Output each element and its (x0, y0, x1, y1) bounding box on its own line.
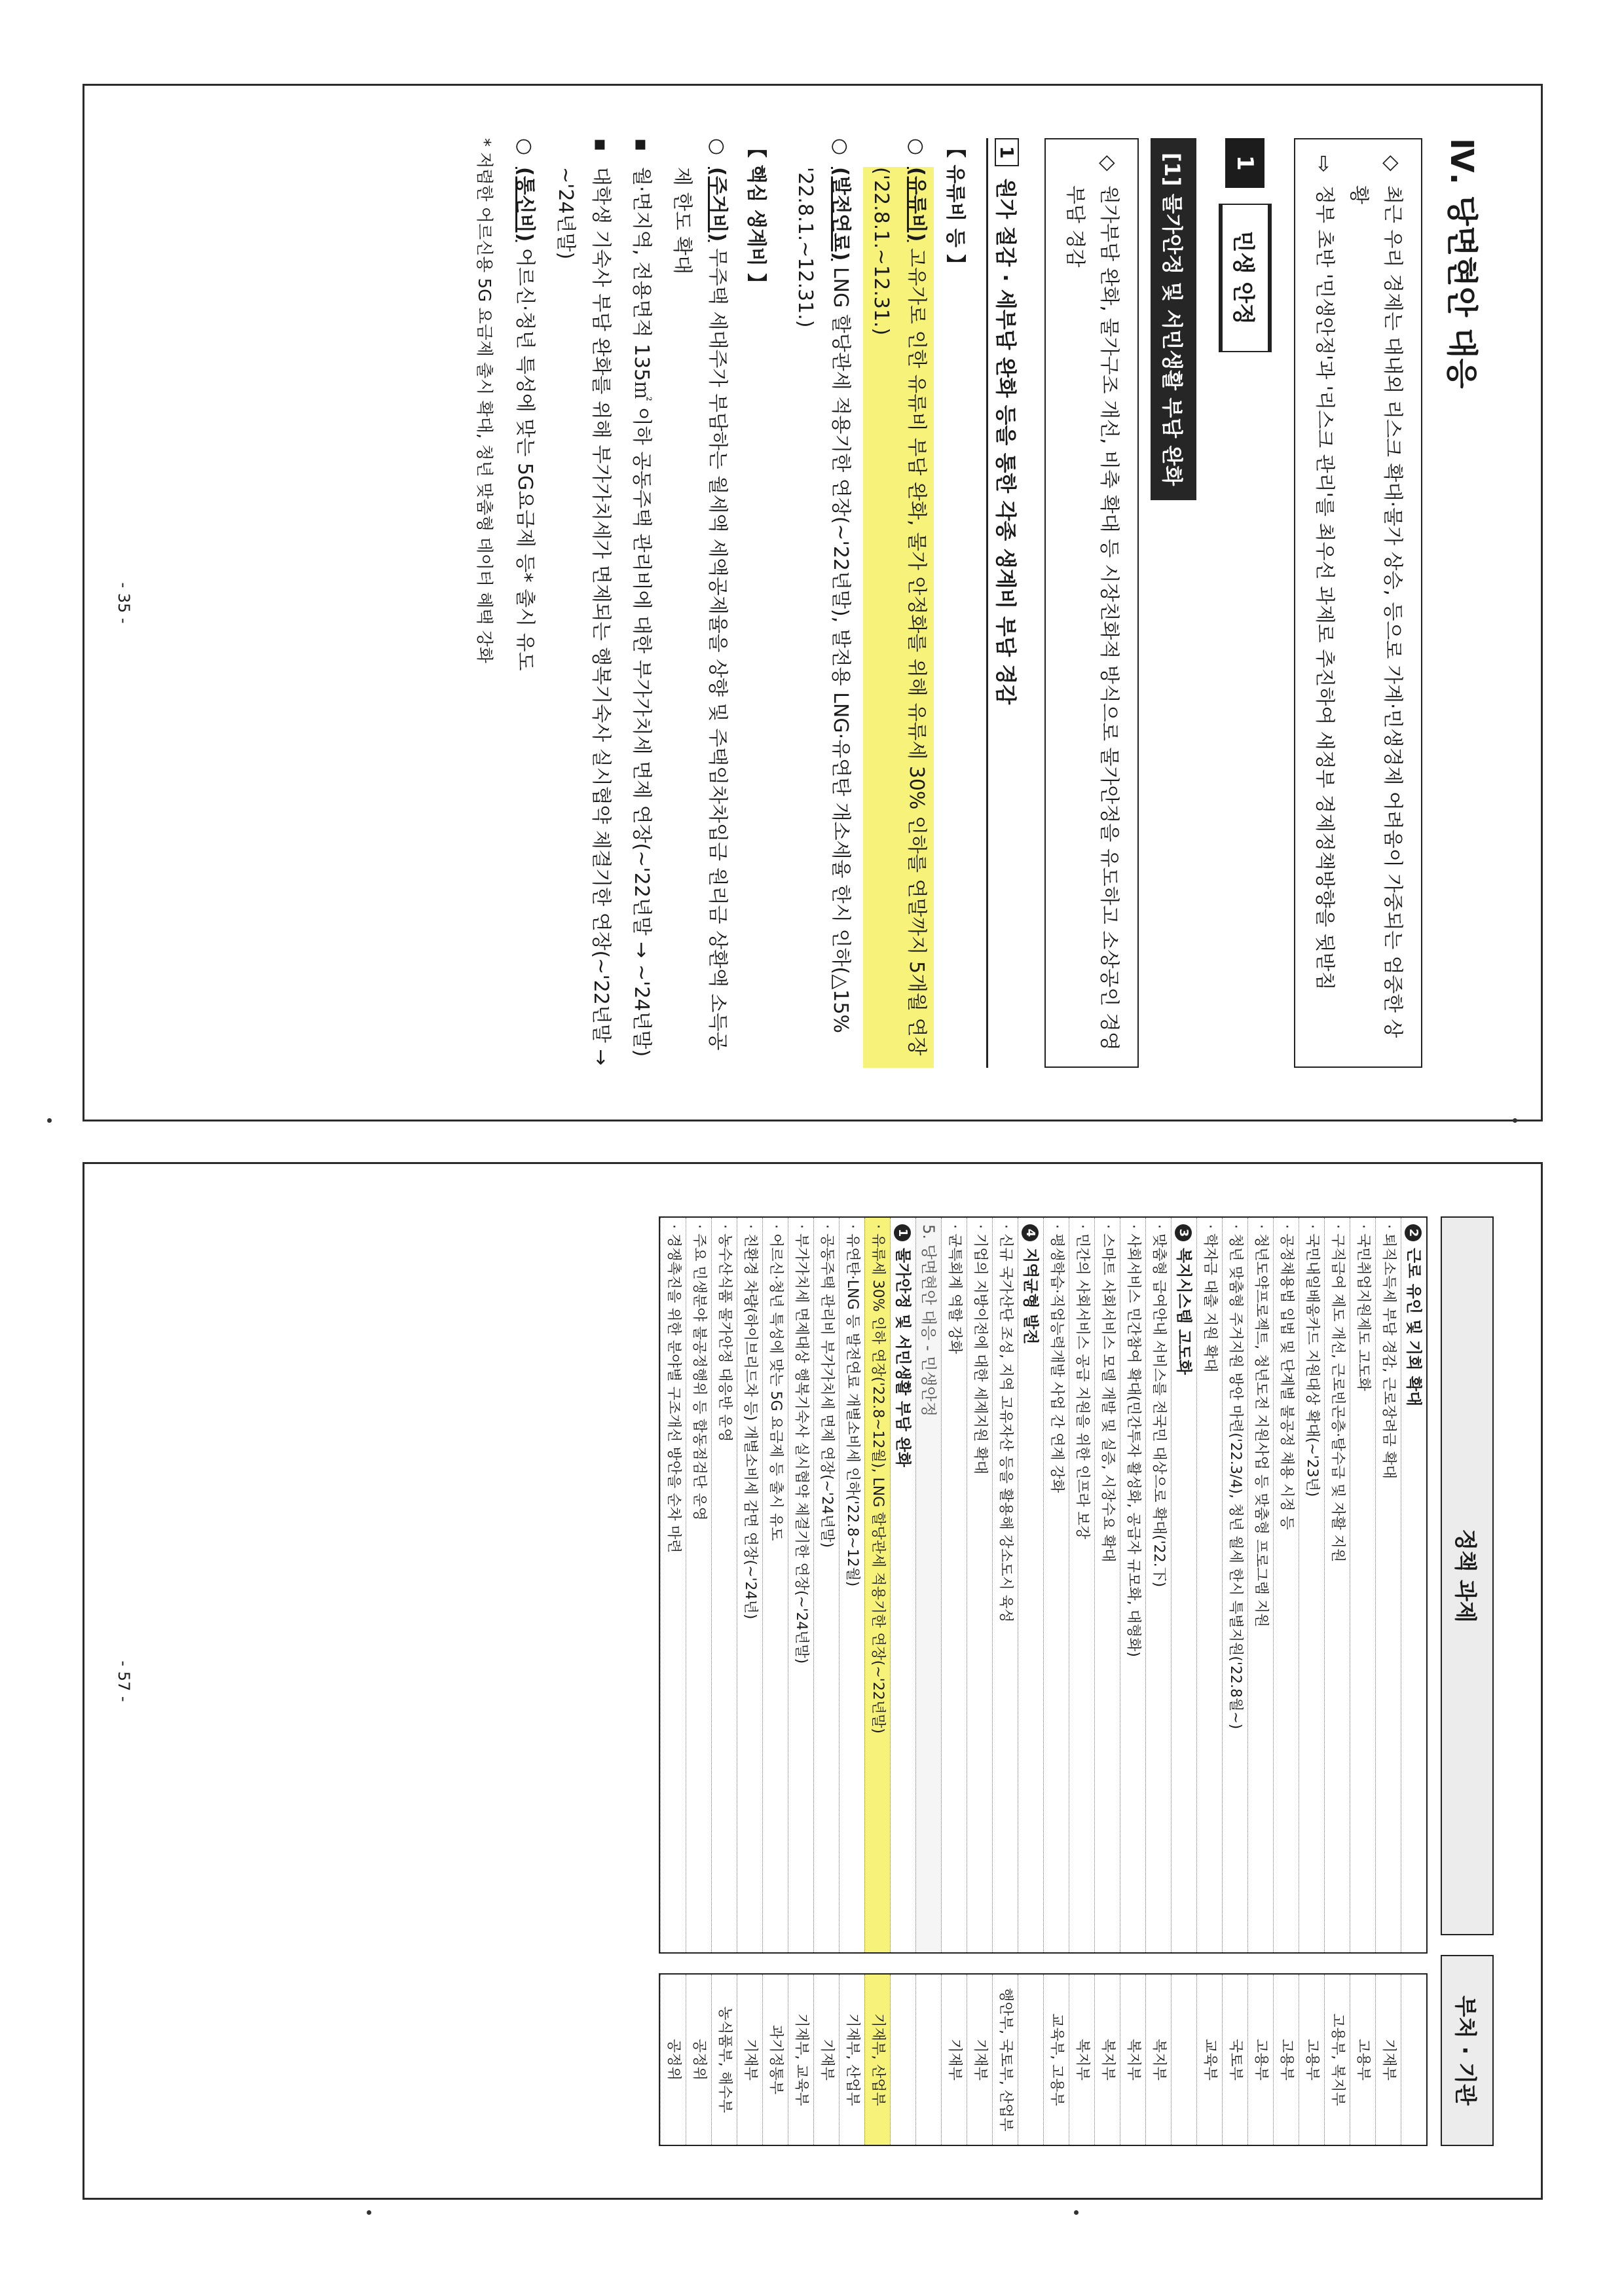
task-row (1299, 1218, 1324, 1952)
para-fuel-1 (863, 138, 934, 1068)
task-row (1273, 1218, 1299, 1952)
task-row (1324, 1218, 1350, 1952)
task-row (1222, 1218, 1247, 1952)
task-row (1094, 1218, 1120, 1952)
diamond-icon: ◇ (1380, 155, 1405, 172)
square-bullet-icon: ▪ (630, 137, 653, 151)
task-group-row (1171, 1218, 1196, 1952)
header-ministries: 부처 · 기관 (1441, 1955, 1494, 2146)
task-text: · 주요 민생분야 불공정행위 등 합동점검단 운영 (691, 1224, 707, 1521)
scan-speck (47, 1118, 52, 1123)
agencies-column (659, 1973, 1428, 2146)
scan-speck (1074, 2210, 1079, 2215)
intro-line-1 (1341, 155, 1409, 1051)
task-text: 지역균형 발전 (1022, 1247, 1040, 1344)
task-text: · 유류세 30% 인하 연장('22.8~12월), LNG 할당관세 적용기한 연장(~'22년말) (870, 1224, 886, 1734)
item1-heading (986, 138, 1022, 1068)
diamond-icon: ◇ (1096, 155, 1121, 172)
page-number: - 35 - (115, 581, 133, 624)
task-text: 물가안정 및 서민생활 부담 완화 (894, 1247, 912, 1467)
number-circle-icon: 4 (1022, 1224, 1039, 1241)
task-text: · 민간의 사회서비스 공급 지원을 위한 인프라 보강 (1074, 1224, 1090, 1539)
task-row (864, 1218, 890, 1952)
para-telecom-lead: (통신비) (513, 166, 536, 242)
task-text: 복지시스템 고도화 (1175, 1247, 1193, 1375)
agency-cell: 기재부, 교육부 (788, 1975, 813, 2145)
item-summary-text: 원가부담 완화, 물가구조 개선, 비축 확대 등 시장친화적 방식으로 물가안정을 유도하고 소상공인 경영부담 경감 (1063, 185, 1120, 1051)
header-policy-tasks: 정책 과제 (1441, 1216, 1494, 1935)
task-row (1247, 1218, 1273, 1952)
task-row (941, 1218, 967, 1952)
agency-cell: 기재부 (737, 1975, 762, 2145)
agency-cell: 기재부, 산업부 (839, 1975, 864, 2145)
task-text: · 어르신·청년 특성에 맞는 5G 요금제 등 출시 유도 (767, 1224, 784, 1541)
task-text: · 친환경 차량(하이브리드차 등) 개별소비세 감면 연장(~'24년) (742, 1224, 758, 1619)
task-row (788, 1218, 813, 1952)
agency-cell: 과기정통부 (762, 1975, 788, 2145)
task-row (839, 1218, 864, 1952)
task-text: · 유연탄·LNG 등 발전연료 개별소비세 인하('22.8~12월) (844, 1224, 860, 1586)
para-telecom (507, 138, 542, 1068)
item-summary-line (1058, 155, 1126, 1051)
task-row (686, 1218, 711, 1952)
para-fuel-1-text: 고유가로 인한 유류비 부담 완화, 물가 안정화를 위해 유류세 30% 인하를 연말까지 5개월 연장('22.8.1.~12.31.) (870, 166, 928, 1055)
para-fuel-2-text: LNG 할당관세 적용기한 연장(~'22년말), 발전용 LNG·유연탄 개소세율 한시 인하(△15% '22.8.1.~12.31.) (794, 166, 852, 1033)
task-row (1069, 1218, 1094, 1952)
task-row (1145, 1218, 1171, 1952)
task-text: · 구직급여 제도 개선, 근로빈곤층·탈수급 및 자활 지원 (1329, 1224, 1346, 1562)
bullet-living-1-text: 월·면지역, 전용면적 135㎡ 이하 공동주택 관리비에 대한 부가가치세 면제 연장(~'22년말 → ~'24년말) (630, 166, 653, 1057)
task-text: · 청년 맞춤형 주거지원 방안 마련('22.3/4), 청년 월세 한시 특별지원('22.8월~) (1227, 1224, 1244, 1729)
task-text: · 청년도약프로젝트, 청년도전 지원사업 등 맞춤형 프로그램 지원 (1253, 1224, 1269, 1627)
heading-fuel: 【 유류비 등 】 (944, 137, 967, 274)
agency-cell: 행안부, 국토부, 산업부 (992, 1975, 1018, 2145)
task-text: · 국민취업지원제도 고도화 (1355, 1224, 1371, 1391)
task-text: · 균특회계 역할 강화 (946, 1224, 963, 1354)
task-text: · 사회서비스 민간참여 확대(민간투자 활성화, 공급자 규모화, 대형화) (1125, 1224, 1141, 1657)
agency-cell: 고용부 (1350, 1975, 1375, 2145)
document-page-57 (83, 1162, 1543, 2200)
para-living-1-text: 무주택 세대주가 부담하는 월세액 세액공제율을 상향 및 주택임차차입금 원리금 상환액 소득공제 한도 확대 (671, 166, 729, 1050)
para-fuel-1-body (863, 167, 934, 1068)
number-circle-icon: 3 (1175, 1224, 1192, 1241)
task-row (1350, 1218, 1375, 1952)
circle-bullet-icon: ○ (513, 137, 536, 155)
subsection-heading (1219, 138, 1272, 1068)
number-circle-icon: 1 (894, 1224, 911, 1241)
agency-cell (1171, 1975, 1196, 2145)
para-living-1 (664, 138, 735, 1068)
section-divider-row (915, 1218, 941, 1952)
task-row (1043, 1218, 1069, 1952)
task-text: 근로 유인 및 기회 확대 (1405, 1247, 1423, 1406)
para-fuel-2 (787, 138, 858, 1068)
agency-cell: 고용부 (1299, 1975, 1324, 2145)
task-text: · 국민내일배움카드 지원대상 확대(~'23년) (1304, 1224, 1320, 1497)
agency-cell: 고용부, 복지부 (1324, 1975, 1350, 2145)
agency-cell: 복지부 (1094, 1975, 1120, 2145)
number-circle-icon: 2 (1405, 1224, 1422, 1241)
task-text: · 부가가치세 면제대상 행복기숙사 실시협약 체결기한 연장(~'24년말) (793, 1224, 809, 1664)
task-row (967, 1218, 992, 1952)
circle-bullet-icon: ○ (829, 137, 852, 155)
task-text: 5. 당면현안 대응 - 민생안정 (919, 1224, 938, 1417)
agency-cell: 국토부 (1222, 1975, 1247, 2145)
agency-cell: 농식품부, 해수부 (711, 1975, 737, 2145)
task-row (1196, 1218, 1222, 1952)
agency-cell: 기재부 (813, 1975, 839, 2145)
arrow-right-icon: ⇨ (1312, 155, 1337, 173)
agency-cell: 복지부 (1069, 1975, 1094, 2145)
item-bar: [1] 물가안정 및 서민생활 부담 완화 (1151, 138, 1196, 500)
para-fuel-1-lead: (유류비) (905, 166, 928, 242)
task-row (660, 1218, 686, 1952)
task-group-row (890, 1218, 915, 1952)
task-text: · 맞춤형 급여안내 서비스를 전국민 대상으로 확대('22.下) (1151, 1224, 1167, 1587)
circle-bullet-icon: ○ (905, 137, 928, 155)
page-57-rotated-content (92, 1171, 1533, 2192)
item1-number: 1 (995, 138, 1020, 166)
task-row (737, 1218, 762, 1952)
para-fuel-2-body (787, 167, 858, 1068)
para-living-1-lead: (주거비) (706, 166, 729, 242)
subsection-number: 1 (1226, 138, 1265, 188)
task-text: · 학자금 대출 지원 확대 (1202, 1224, 1218, 1372)
task-text: · 퇴직소득세 부담 경감, 근로장려금 확대 (1380, 1224, 1397, 1479)
intro-line-2 (1307, 155, 1341, 1051)
scan-speck (367, 2210, 371, 2215)
task-text: · 평생학습·직업능력개발 사업 간 연계 강화 (1048, 1224, 1065, 1493)
agency-cell: 기재부 (941, 1975, 967, 2145)
item1-title: 원가 절감 · 세부담 완화 등을 통한 각종 생계비 부담 경감 (993, 177, 1018, 704)
agency-cell (1401, 1975, 1426, 2145)
agency-cell: 복지부 (1145, 1975, 1171, 2145)
intro-box (1294, 138, 1422, 1068)
agency-cell: 고용부 (1247, 1975, 1273, 2145)
agency-cell: 기재부, 산업부 (864, 1975, 890, 2145)
intro-text-1: 최근 우리 경제는 대내외 리스크 확대·물가 상승, 등으로 가계·민생경제 어려움이 가중되는 엄중한 상황 (1347, 185, 1404, 1038)
circle-bullet-icon: ○ (706, 137, 729, 155)
task-group-row (1018, 1218, 1043, 1952)
scan-speck (1513, 1118, 1517, 1123)
section-title: Ⅳ. 당면현안 대응 (1443, 137, 1480, 389)
task-group-row (1401, 1218, 1426, 1952)
document-page-35 (83, 84, 1543, 1121)
agency-cell: 기재부 (1375, 1975, 1401, 2145)
agency-cell (915, 1975, 941, 2145)
task-row (711, 1218, 737, 1952)
task-row (813, 1218, 839, 1952)
task-text: · 기업의 지방이전에 대한 세제지원 확대 (972, 1224, 988, 1474)
agency-cell: 교육부 (1196, 1975, 1222, 2145)
task-text: · 신규 국가산단 조성, 지역 고유자산 등을 활용해 강소도시 육성 (997, 1224, 1014, 1622)
agency-cell: 기재부 (967, 1975, 992, 2145)
task-text: · 스마트 사회서비스 모델 개발 및 실증, 시장수요 확대 (1099, 1224, 1116, 1562)
task-row (762, 1218, 788, 1952)
agency-cell: 복지부 (1120, 1975, 1145, 2145)
task-text: · 농수산식품 물가안정 대응반 운영 (716, 1224, 733, 1442)
task-text: · 공동주택 관리비 부가가치세 면제 연장(~'24년말) (819, 1224, 835, 1548)
tasks-column (659, 1216, 1428, 1954)
page-number: - 57 - (115, 1660, 133, 1702)
agency-cell: 교육부, 고용부 (1043, 1975, 1069, 2145)
agency-cell (1018, 1975, 1043, 2145)
agency-cell: 공정위 (660, 1975, 686, 2145)
para-telecom-text: 어르신·청년 특성에 맞는 5G요금제 등* 출시 유도 (513, 241, 536, 671)
table-header (1441, 1216, 1494, 2146)
para-fuel-2-lead: (발전연료) (829, 166, 852, 261)
subsection-title: 민생 안정 (1219, 203, 1272, 352)
table-body (659, 1216, 1428, 2146)
para-telecom-body (507, 167, 542, 671)
page-35-rotated-content (92, 92, 1533, 1114)
footnote: * 저렴한 어르신용 5G 요금제 출시 확대, 청년 맞춤형 데이터 혜택 강화 (474, 137, 494, 663)
item-summary-box (1044, 138, 1139, 1068)
task-row (1375, 1218, 1401, 1952)
square-bullet-icon: ▪ (589, 137, 612, 151)
task-text: · 경쟁촉진을 위한 분야별 구조개선 방안을 순차 마련 (665, 1224, 682, 1553)
task-row (992, 1218, 1018, 1952)
task-row (1120, 1218, 1145, 1952)
bullet-living-2-text: 대학생 기숙사 부담 완화를 위해 부가가치세가 면제되는 행복기숙사 실시협약 체결기한 연장(~'22년말 → ~'24년말) (554, 166, 612, 1065)
heading-living: 【 핵심 생계비 】 (745, 137, 767, 293)
agency-cell: 공정위 (686, 1975, 711, 2145)
intro-text-2: 정부 초반 '민생안정'과 '리스크 관리'를 최우선 과제로 추진하여 새정부 경제정책방향을 뒷받침 (1313, 185, 1336, 991)
para-living-1-body (664, 167, 735, 1068)
agency-cell: 고용부 (1273, 1975, 1299, 2145)
bullet-living-2 (547, 138, 618, 1068)
agency-cell (890, 1975, 915, 2145)
bullet-living-1 (623, 138, 659, 1068)
task-text: · 공정채용법 입법 및 단계별 불공정 채용 시정 등 (1278, 1224, 1295, 1530)
